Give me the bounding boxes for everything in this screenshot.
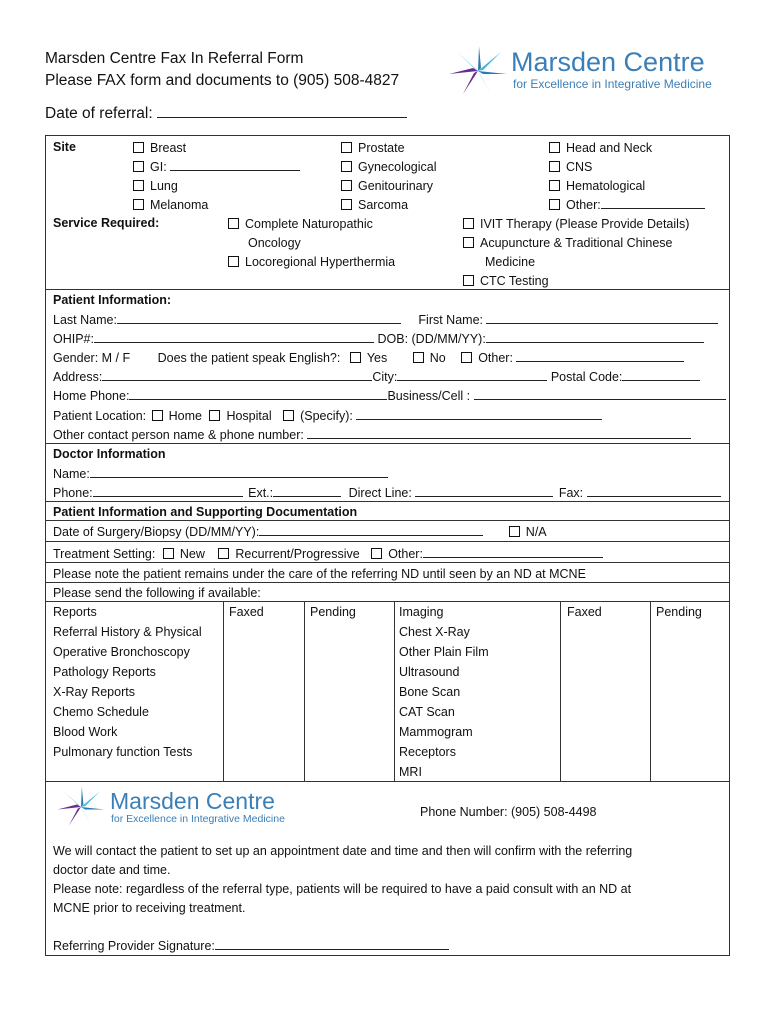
business-phone-field[interactable] xyxy=(474,387,726,400)
table-header: Pending xyxy=(656,605,702,619)
imaging-row-label: Ultrasound xyxy=(399,665,460,679)
treatment-row: Treatment Setting: New Recurrent/Progressive Other: xyxy=(53,545,603,562)
divider xyxy=(45,501,730,502)
doctor-phone-row: Phone: Ext.: Direct Line: Fax: xyxy=(53,484,721,501)
other-contact-row: Other contact person name & phone number: xyxy=(53,426,691,443)
table-col-line xyxy=(650,601,651,781)
service-acupuncture[interactable]: Acupuncture & Traditional Chinese xyxy=(463,234,689,253)
divider xyxy=(45,443,730,444)
location-hospital-checkbox[interactable] xyxy=(209,410,220,421)
table-top xyxy=(45,601,730,602)
english-other-checkbox[interactable] xyxy=(461,352,472,363)
divider xyxy=(45,562,730,563)
contact-note: We will contact the patient to set up an appointment date and time and then will confirm with the referring doctor date and time. Please note: regardless of the referral type, patients will be required to have a paid consult with an ND at MCNE prior to receiving treatment. xyxy=(53,844,633,915)
dob-field[interactable] xyxy=(486,330,704,343)
phone-row: Home Phone: Business/Cell : xyxy=(53,387,726,404)
star-logo-icon xyxy=(50,785,112,829)
table-bottom xyxy=(45,781,730,782)
postal-field[interactable] xyxy=(622,368,700,381)
imaging-row-label: CAT Scan xyxy=(399,705,455,719)
site-option[interactable]: Sarcoma xyxy=(341,196,437,215)
surgery-date-field[interactable] xyxy=(259,523,483,536)
footer-logo xyxy=(50,785,300,829)
city-field[interactable] xyxy=(397,368,547,381)
signature-field[interactable] xyxy=(215,937,449,950)
star-logo-icon xyxy=(443,44,513,98)
logo-tagline: for Excellence in Integrative Medicine xyxy=(513,77,712,91)
care-note: Please note the patient remains under the care of the referring ND until seen by an ND at MCNE xyxy=(53,567,586,581)
report-row-label: Chemo Schedule xyxy=(53,705,149,719)
imaging-row-label: Bone Scan xyxy=(399,685,461,699)
english-yes-checkbox[interactable] xyxy=(350,352,361,363)
divider xyxy=(45,541,730,542)
location-specify-checkbox[interactable] xyxy=(283,410,294,421)
home-phone-field[interactable] xyxy=(129,387,387,400)
site-option[interactable]: Breast xyxy=(133,139,300,158)
site-col1 xyxy=(133,139,300,215)
treatment-other-checkbox[interactable] xyxy=(371,548,382,559)
signature-row: Referring Provider Signature: xyxy=(53,937,449,954)
service-ctc[interactable]: CTC Testing xyxy=(463,272,689,291)
marsden-logo xyxy=(443,44,733,98)
doctor-heading: Doctor Information xyxy=(53,447,166,461)
table-header: Reports xyxy=(53,605,97,619)
last-name-row: Last Name: First Name: xyxy=(53,311,718,328)
site-option[interactable]: Other: xyxy=(549,196,705,215)
imaging-row-label: Chest X-Ray xyxy=(399,625,470,639)
report-row-label: Pathology Reports xyxy=(53,665,156,679)
imaging-row-label: MRI xyxy=(399,765,422,779)
site-option[interactable]: Head and Neck xyxy=(549,139,705,158)
doctor-name-row: Name: xyxy=(53,465,388,482)
report-row-label: Pulmonary function Tests xyxy=(53,745,193,759)
gender-row: Gender: M / F Does the patient speak English?: Yes No Other: xyxy=(53,349,684,366)
na-checkbox[interactable] xyxy=(509,526,520,537)
service-col1: Complete Naturopathic Oncology Locoregional Hyperthermia xyxy=(228,215,395,272)
site-option[interactable]: GI: xyxy=(133,158,300,177)
divider xyxy=(45,520,730,521)
table-col-line xyxy=(223,601,224,781)
treatment-recurrent-checkbox[interactable] xyxy=(218,548,229,559)
service-label: Service Required: xyxy=(53,216,160,230)
footer-logo-tagline: for Excellence in Integrative Medicine xyxy=(111,813,285,825)
surgery-date-row: Date of Surgery/Biopsy (DD/MM/YY): N/A xyxy=(53,525,547,539)
first-name-field[interactable] xyxy=(486,311,718,324)
imaging-row-label: Other Plain Film xyxy=(399,645,489,659)
send-note: Please send the following if available: xyxy=(53,586,261,600)
footer-logo-name: Marsden Centre xyxy=(110,788,275,814)
ohip-field[interactable] xyxy=(94,330,374,343)
site-option[interactable]: CNS xyxy=(549,158,705,177)
site-option[interactable]: Genitourinary xyxy=(341,177,437,196)
service-ivit[interactable]: IVIT Therapy (Please Provide Details) xyxy=(463,215,689,234)
gender-field[interactable]: Gender: M / F xyxy=(53,351,131,365)
imaging-row-label: Mammogram xyxy=(399,725,473,739)
report-row-label: X-Ray Reports xyxy=(53,685,135,699)
patient-heading: Patient Information: xyxy=(53,293,172,307)
table-header: Faxed xyxy=(567,605,602,619)
service-hyperthermia[interactable]: Locoregional Hyperthermia xyxy=(228,253,395,272)
phone-number: Phone Number: (905) 508-4498 xyxy=(420,805,597,819)
last-name-field[interactable] xyxy=(117,311,401,324)
site-option[interactable]: Lung xyxy=(133,177,300,196)
supporting-heading: Patient Information and Supporting Documentation xyxy=(53,505,358,519)
ohip-row: OHIP#: DOB: (DD/MM/YY): xyxy=(53,330,704,347)
doctor-phone-field[interactable] xyxy=(93,484,243,497)
site-col2 xyxy=(341,139,437,215)
divider xyxy=(45,582,730,583)
table-col-line xyxy=(304,601,305,781)
site-label: Site xyxy=(53,140,76,154)
other-contact-field[interactable] xyxy=(307,426,691,439)
site-col3 xyxy=(549,139,705,215)
doctor-name-field[interactable] xyxy=(90,465,388,478)
location-row: Patient Location: Home Hospital (Specify): xyxy=(53,407,602,424)
imaging-row-label: Receptors xyxy=(399,745,456,759)
site-option[interactable]: Prostate xyxy=(341,139,437,158)
logo-name: Marsden Centre xyxy=(511,47,705,77)
table-col-line xyxy=(394,601,395,781)
english-no-checkbox[interactable] xyxy=(413,352,424,363)
report-row-label: Blood Work xyxy=(53,725,118,739)
report-row-label: Operative Bronchoscopy xyxy=(53,645,190,659)
site-option[interactable]: Hematological xyxy=(549,177,705,196)
divider xyxy=(45,289,730,290)
table-header: Pending xyxy=(310,605,356,619)
service-naturopathic[interactable]: Complete Naturopathic xyxy=(228,215,395,234)
table-header: Imaging xyxy=(399,605,444,619)
form-title: Marsden Centre Fax In Referral Form xyxy=(45,50,304,67)
date-of-referral-field[interactable] xyxy=(157,105,407,118)
report-row-label: Referral History & Physical xyxy=(53,625,202,639)
location-home-checkbox[interactable] xyxy=(152,410,163,421)
date-of-referral: Date of referral: xyxy=(45,104,407,124)
address-row: Address: City: Postal Code: xyxy=(53,368,700,385)
doctor-fax-field[interactable] xyxy=(587,484,721,497)
address-field[interactable] xyxy=(102,368,372,381)
site-option[interactable]: Melanoma xyxy=(133,196,300,215)
doctor-ext-field[interactable] xyxy=(273,484,341,497)
service-col2: IVIT Therapy (Please Provide Details) Acupuncture & Traditional Chinese Medicine CTC Testing xyxy=(463,215,689,291)
treatment-new-checkbox[interactable] xyxy=(163,548,174,559)
site-option[interactable]: Gynecological xyxy=(341,158,437,177)
doctor-direct-field[interactable] xyxy=(415,484,553,497)
fax-instructions: Please FAX form and documents to (905) 508-4827 xyxy=(45,72,400,89)
table-col-line xyxy=(560,601,561,781)
table-header: Faxed xyxy=(229,605,264,619)
